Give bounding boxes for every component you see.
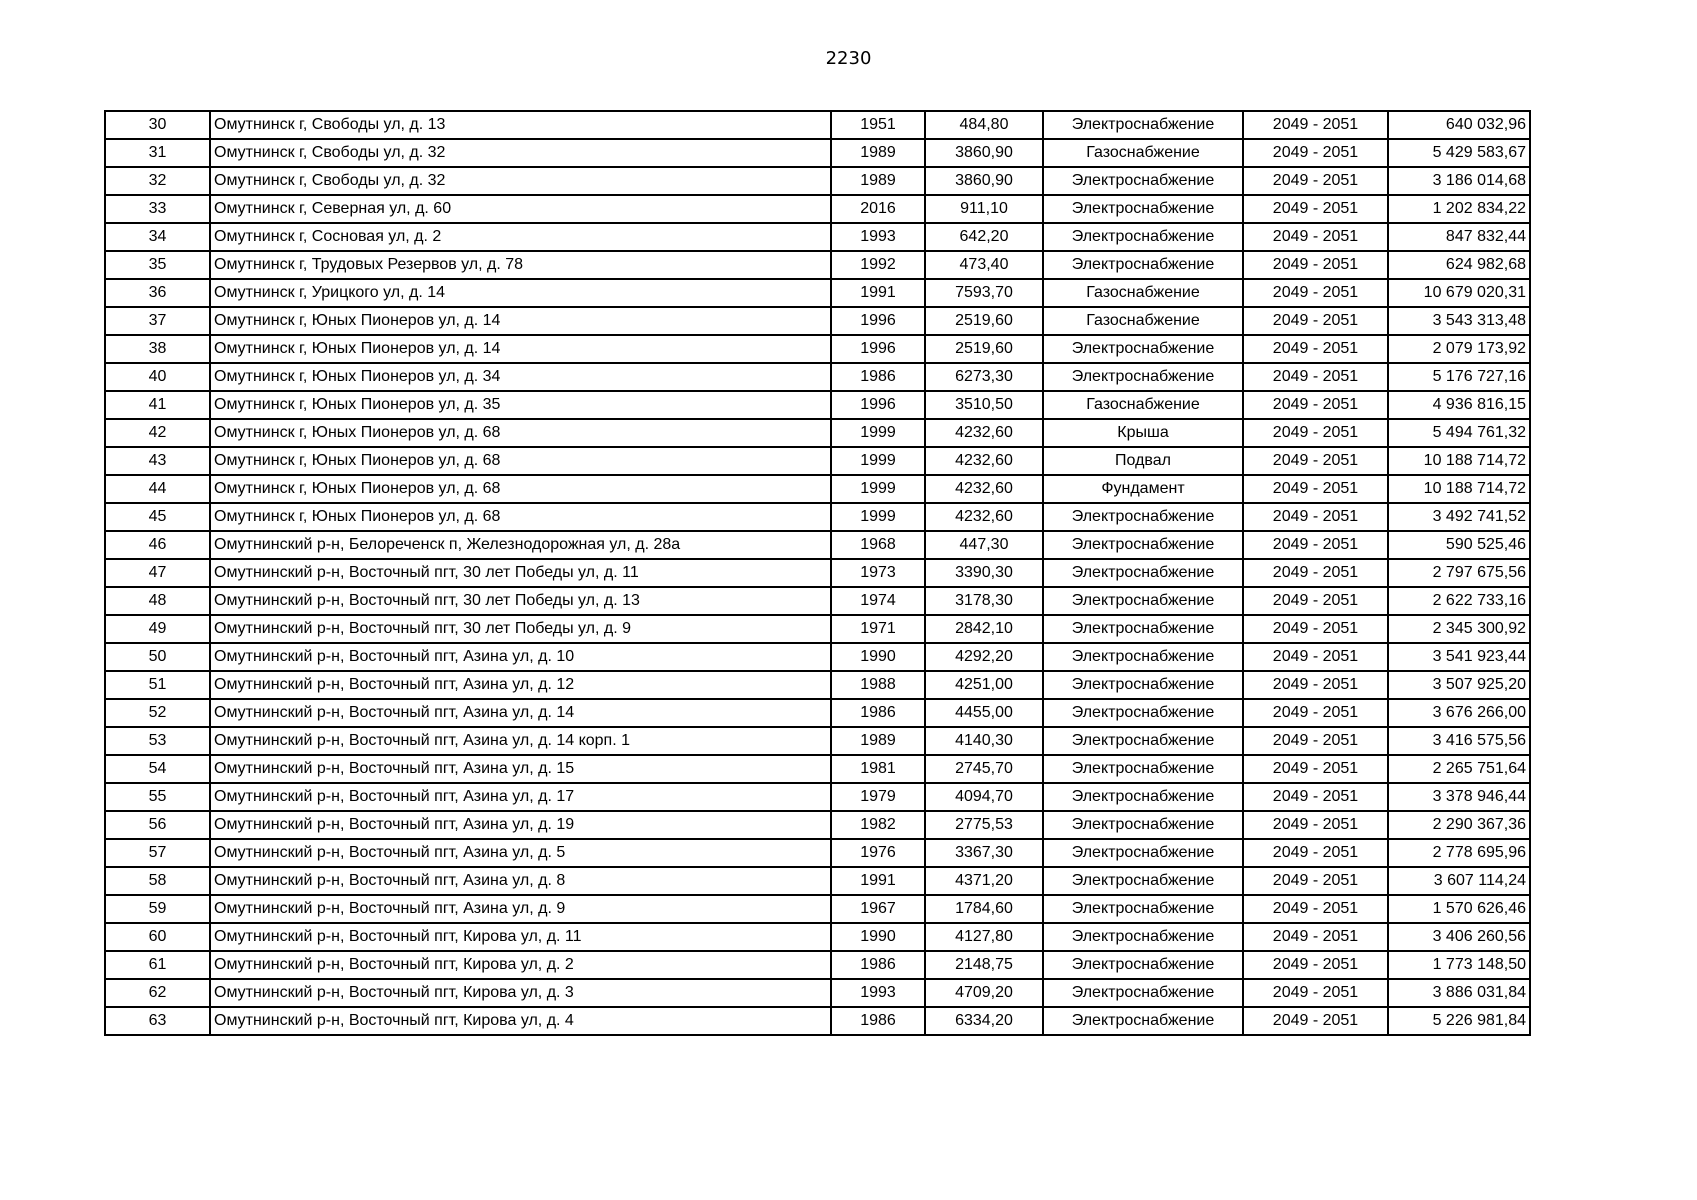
work-type-cell: Электроснабжение <box>1043 335 1243 363</box>
cost-cell: 1 202 834,22 <box>1388 195 1530 223</box>
cost-cell: 5 226 981,84 <box>1388 1007 1530 1035</box>
table-row <box>105 811 1530 839</box>
area-cell: 4251,00 <box>925 671 1043 699</box>
area-cell: 4292,20 <box>925 643 1043 671</box>
work-type-cell: Крыша <box>1043 419 1243 447</box>
table-row <box>105 167 1530 195</box>
cost-cell: 2 265 751,64 <box>1388 755 1530 783</box>
work-type-cell: Электроснабжение <box>1043 755 1243 783</box>
area-cell: 2745,70 <box>925 755 1043 783</box>
year-built-cell: 1974 <box>831 587 925 615</box>
period-cell: 2049 - 2051 <box>1243 727 1388 755</box>
address-cell: Омутнинск г, Свободы ул, д. 13 <box>210 111 831 139</box>
cost-cell: 3 406 260,56 <box>1388 923 1530 951</box>
work-type-cell: Газоснабжение <box>1043 391 1243 419</box>
cost-cell: 2 778 695,96 <box>1388 839 1530 867</box>
address-cell: Омутнинский р-н, Восточный пгт, Азина ул, д. 10 <box>210 643 831 671</box>
year-built-cell: 1986 <box>831 699 925 727</box>
year-built-cell: 1993 <box>831 223 925 251</box>
area-cell: 3390,30 <box>925 559 1043 587</box>
work-type-cell: Электроснабжение <box>1043 783 1243 811</box>
area-cell: 1784,60 <box>925 895 1043 923</box>
period-cell: 2049 - 2051 <box>1243 671 1388 699</box>
area-cell: 4127,80 <box>925 923 1043 951</box>
table-row <box>105 951 1530 979</box>
row-number-cell: 35 <box>105 251 210 279</box>
address-cell: Омутнинск г, Юных Пионеров ул, д. 68 <box>210 503 831 531</box>
year-built-cell: 1990 <box>831 643 925 671</box>
period-cell: 2049 - 2051 <box>1243 475 1388 503</box>
address-cell: Омутнинский р-н, Восточный пгт, Азина ул, д. 8 <box>210 867 831 895</box>
year-built-cell: 2016 <box>831 195 925 223</box>
cost-cell: 3 378 946,44 <box>1388 783 1530 811</box>
table-row <box>105 391 1530 419</box>
row-number-cell: 63 <box>105 1007 210 1035</box>
row-number-cell: 31 <box>105 139 210 167</box>
address-cell: Омутнинский р-н, Восточный пгт, Кирова ул, д. 4 <box>210 1007 831 1035</box>
year-built-cell: 1996 <box>831 307 925 335</box>
address-cell: Омутнинск г, Северная ул, д. 60 <box>210 195 831 223</box>
area-cell: 3367,30 <box>925 839 1043 867</box>
period-cell: 2049 - 2051 <box>1243 1007 1388 1035</box>
year-built-cell: 1951 <box>831 111 925 139</box>
row-number-cell: 32 <box>105 167 210 195</box>
area-cell: 4455,00 <box>925 699 1043 727</box>
row-number-cell: 36 <box>105 279 210 307</box>
address-cell: Омутнинск г, Юных Пионеров ул, д. 14 <box>210 335 831 363</box>
table-row <box>105 475 1530 503</box>
table-row <box>105 279 1530 307</box>
period-cell: 2049 - 2051 <box>1243 223 1388 251</box>
table-row <box>105 335 1530 363</box>
cost-cell: 3 186 014,68 <box>1388 167 1530 195</box>
area-cell: 642,20 <box>925 223 1043 251</box>
year-built-cell: 1973 <box>831 559 925 587</box>
work-type-cell: Электроснабжение <box>1043 727 1243 755</box>
address-cell: Омутнинский р-н, Восточный пгт, Кирова ул, д. 3 <box>210 979 831 1007</box>
address-cell: Омутнинск г, Свободы ул, д. 32 <box>210 139 831 167</box>
cost-cell: 4 936 816,15 <box>1388 391 1530 419</box>
period-cell: 2049 - 2051 <box>1243 867 1388 895</box>
cost-cell: 2 079 173,92 <box>1388 335 1530 363</box>
year-built-cell: 1999 <box>831 503 925 531</box>
address-cell: Омутнинск г, Юных Пионеров ул, д. 14 <box>210 307 831 335</box>
year-built-cell: 1996 <box>831 335 925 363</box>
table-row <box>105 755 1530 783</box>
row-number-cell: 43 <box>105 447 210 475</box>
period-cell: 2049 - 2051 <box>1243 615 1388 643</box>
table-row <box>105 531 1530 559</box>
year-built-cell: 1991 <box>831 867 925 895</box>
address-cell: Омутнинск г, Юных Пионеров ул, д. 68 <box>210 419 831 447</box>
year-built-cell: 1993 <box>831 979 925 1007</box>
row-number-cell: 49 <box>105 615 210 643</box>
work-type-cell: Электроснабжение <box>1043 531 1243 559</box>
address-cell: Омутнинск г, Юных Пионеров ул, д. 68 <box>210 475 831 503</box>
year-built-cell: 1989 <box>831 167 925 195</box>
table-row <box>105 447 1530 475</box>
cost-cell: 3 416 575,56 <box>1388 727 1530 755</box>
work-type-cell: Подвал <box>1043 447 1243 475</box>
table-body <box>105 111 1530 1035</box>
cost-cell: 10 679 020,31 <box>1388 279 1530 307</box>
period-cell: 2049 - 2051 <box>1243 643 1388 671</box>
address-cell: Омутнинский р-н, Восточный пгт, Азина ул, д. 14 <box>210 699 831 727</box>
row-number-cell: 57 <box>105 839 210 867</box>
address-cell: Омутнинск г, Юных Пионеров ул, д. 34 <box>210 363 831 391</box>
area-cell: 2775,53 <box>925 811 1043 839</box>
address-cell: Омутнинский р-н, Восточный пгт, 30 лет Победы ул, д. 13 <box>210 587 831 615</box>
period-cell: 2049 - 2051 <box>1243 363 1388 391</box>
cost-cell: 624 982,68 <box>1388 251 1530 279</box>
work-type-cell: Электроснабжение <box>1043 363 1243 391</box>
period-cell: 2049 - 2051 <box>1243 167 1388 195</box>
work-type-cell: Электроснабжение <box>1043 167 1243 195</box>
table-row <box>105 783 1530 811</box>
cost-cell: 590 525,46 <box>1388 531 1530 559</box>
work-type-cell: Электроснабжение <box>1043 1007 1243 1035</box>
row-number-cell: 44 <box>105 475 210 503</box>
work-type-cell: Электроснабжение <box>1043 895 1243 923</box>
address-cell: Омутнинский р-н, Восточный пгт, Кирова ул, д. 11 <box>210 923 831 951</box>
address-cell: Омутнинский р-н, Восточный пгт, Азина ул, д. 12 <box>210 671 831 699</box>
period-cell: 2049 - 2051 <box>1243 419 1388 447</box>
area-cell: 447,30 <box>925 531 1043 559</box>
work-type-cell: Электроснабжение <box>1043 979 1243 1007</box>
table-row <box>105 195 1530 223</box>
row-number-cell: 46 <box>105 531 210 559</box>
cost-cell: 3 543 313,48 <box>1388 307 1530 335</box>
area-cell: 4371,20 <box>925 867 1043 895</box>
cost-cell: 3 507 925,20 <box>1388 671 1530 699</box>
area-cell: 484,80 <box>925 111 1043 139</box>
row-number-cell: 33 <box>105 195 210 223</box>
cost-cell: 2 622 733,16 <box>1388 587 1530 615</box>
year-built-cell: 1991 <box>831 279 925 307</box>
year-built-cell: 1999 <box>831 475 925 503</box>
area-cell: 3178,30 <box>925 587 1043 615</box>
table-row <box>105 643 1530 671</box>
cost-cell: 3 492 741,52 <box>1388 503 1530 531</box>
area-cell: 2842,10 <box>925 615 1043 643</box>
area-cell: 2519,60 <box>925 335 1043 363</box>
address-cell: Омутнинск г, Трудовых Резервов ул, д. 78 <box>210 251 831 279</box>
row-number-cell: 50 <box>105 643 210 671</box>
table-row <box>105 839 1530 867</box>
row-number-cell: 55 <box>105 783 210 811</box>
address-cell: Омутнинск г, Свободы ул, д. 32 <box>210 167 831 195</box>
work-type-cell: Электроснабжение <box>1043 195 1243 223</box>
cost-cell: 10 188 714,72 <box>1388 475 1530 503</box>
area-cell: 4232,60 <box>925 419 1043 447</box>
row-number-cell: 58 <box>105 867 210 895</box>
area-cell: 6273,30 <box>925 363 1043 391</box>
address-cell: Омутнинск г, Юных Пионеров ул, д. 35 <box>210 391 831 419</box>
period-cell: 2049 - 2051 <box>1243 111 1388 139</box>
area-cell: 4232,60 <box>925 475 1043 503</box>
work-type-cell: Электроснабжение <box>1043 503 1243 531</box>
row-number-cell: 52 <box>105 699 210 727</box>
row-number-cell: 62 <box>105 979 210 1007</box>
period-cell: 2049 - 2051 <box>1243 391 1388 419</box>
period-cell: 2049 - 2051 <box>1243 335 1388 363</box>
row-number-cell: 60 <box>105 923 210 951</box>
address-cell: Омутнинский р-н, Белореченск п, Железнодорожная ул, д. 28а <box>210 531 831 559</box>
area-cell: 4140,30 <box>925 727 1043 755</box>
work-type-cell: Электроснабжение <box>1043 811 1243 839</box>
period-cell: 2049 - 2051 <box>1243 839 1388 867</box>
address-cell: Омутнинский р-н, Восточный пгт, Азина ул, д. 14 корп. 1 <box>210 727 831 755</box>
work-type-cell: Газоснабжение <box>1043 279 1243 307</box>
row-number-cell: 41 <box>105 391 210 419</box>
area-cell: 3860,90 <box>925 167 1043 195</box>
year-built-cell: 1988 <box>831 671 925 699</box>
cost-cell: 3 676 266,00 <box>1388 699 1530 727</box>
period-cell: 2049 - 2051 <box>1243 811 1388 839</box>
work-type-cell: Электроснабжение <box>1043 643 1243 671</box>
area-cell: 4232,60 <box>925 447 1043 475</box>
table-row <box>105 615 1530 643</box>
period-cell: 2049 - 2051 <box>1243 979 1388 1007</box>
period-cell: 2049 - 2051 <box>1243 195 1388 223</box>
row-number-cell: 30 <box>105 111 210 139</box>
row-number-cell: 42 <box>105 419 210 447</box>
cost-cell: 1 773 148,50 <box>1388 951 1530 979</box>
row-number-cell: 59 <box>105 895 210 923</box>
table-row <box>105 727 1530 755</box>
period-cell: 2049 - 2051 <box>1243 895 1388 923</box>
work-type-cell: Фундамент <box>1043 475 1243 503</box>
area-cell: 4709,20 <box>925 979 1043 1007</box>
row-number-cell: 48 <box>105 587 210 615</box>
area-cell: 3510,50 <box>925 391 1043 419</box>
cost-cell: 5 176 727,16 <box>1388 363 1530 391</box>
address-cell: Омутнинский р-н, Восточный пгт, Азина ул, д. 5 <box>210 839 831 867</box>
year-built-cell: 1967 <box>831 895 925 923</box>
work-type-cell: Электроснабжение <box>1043 699 1243 727</box>
work-type-cell: Электроснабжение <box>1043 587 1243 615</box>
year-built-cell: 1986 <box>831 951 925 979</box>
period-cell: 2049 - 2051 <box>1243 587 1388 615</box>
year-built-cell: 1979 <box>831 783 925 811</box>
period-cell: 2049 - 2051 <box>1243 951 1388 979</box>
work-type-cell: Электроснабжение <box>1043 223 1243 251</box>
work-type-cell: Газоснабжение <box>1043 307 1243 335</box>
cost-cell: 5 429 583,67 <box>1388 139 1530 167</box>
year-built-cell: 1982 <box>831 811 925 839</box>
period-cell: 2049 - 2051 <box>1243 251 1388 279</box>
year-built-cell: 1971 <box>831 615 925 643</box>
table-row <box>105 671 1530 699</box>
year-built-cell: 1986 <box>831 363 925 391</box>
period-cell: 2049 - 2051 <box>1243 447 1388 475</box>
area-cell: 7593,70 <box>925 279 1043 307</box>
period-cell: 2049 - 2051 <box>1243 531 1388 559</box>
period-cell: 2049 - 2051 <box>1243 699 1388 727</box>
table-row <box>105 867 1530 895</box>
cost-cell: 2 797 675,56 <box>1388 559 1530 587</box>
table-row <box>105 139 1530 167</box>
period-cell: 2049 - 2051 <box>1243 783 1388 811</box>
area-cell: 4094,70 <box>925 783 1043 811</box>
cost-cell: 10 188 714,72 <box>1388 447 1530 475</box>
address-cell: Омутнинский р-н, Восточный пгт, 30 лет Победы ул, д. 9 <box>210 615 831 643</box>
area-cell: 473,40 <box>925 251 1043 279</box>
row-number-cell: 34 <box>105 223 210 251</box>
address-cell: Омутнинский р-н, Восточный пгт, Азина ул, д. 17 <box>210 783 831 811</box>
table-row <box>105 895 1530 923</box>
period-cell: 2049 - 2051 <box>1243 279 1388 307</box>
table-row <box>105 251 1530 279</box>
year-built-cell: 1999 <box>831 447 925 475</box>
repair-schedule-table <box>104 110 1531 1036</box>
row-number-cell: 38 <box>105 335 210 363</box>
cost-cell: 847 832,44 <box>1388 223 1530 251</box>
table-row <box>105 363 1530 391</box>
work-type-cell: Электроснабжение <box>1043 951 1243 979</box>
page-number: 2230 <box>825 48 872 69</box>
address-cell: Омутнинск г, Урицкого ул, д. 14 <box>210 279 831 307</box>
cost-cell: 5 494 761,32 <box>1388 419 1530 447</box>
work-type-cell: Электроснабжение <box>1043 111 1243 139</box>
address-cell: Омутнинск г, Юных Пионеров ул, д. 68 <box>210 447 831 475</box>
table-row <box>105 419 1530 447</box>
table-row <box>105 559 1530 587</box>
row-number-cell: 56 <box>105 811 210 839</box>
year-built-cell: 1990 <box>831 923 925 951</box>
address-cell: Омутнинск г, Сосновая ул, д. 2 <box>210 223 831 251</box>
address-cell: Омутнинский р-н, Восточный пгт, Азина ул, д. 9 <box>210 895 831 923</box>
table-row <box>105 307 1530 335</box>
row-number-cell: 47 <box>105 559 210 587</box>
period-cell: 2049 - 2051 <box>1243 503 1388 531</box>
period-cell: 2049 - 2051 <box>1243 307 1388 335</box>
year-built-cell: 1968 <box>831 531 925 559</box>
area-cell: 2519,60 <box>925 307 1043 335</box>
area-cell: 3860,90 <box>925 139 1043 167</box>
period-cell: 2049 - 2051 <box>1243 139 1388 167</box>
year-built-cell: 1989 <box>831 727 925 755</box>
table-row <box>105 223 1530 251</box>
period-cell: 2049 - 2051 <box>1243 755 1388 783</box>
cost-cell: 2 290 367,36 <box>1388 811 1530 839</box>
area-cell: 6334,20 <box>925 1007 1043 1035</box>
year-built-cell: 1992 <box>831 251 925 279</box>
work-type-cell: Электроснабжение <box>1043 251 1243 279</box>
work-type-cell: Электроснабжение <box>1043 559 1243 587</box>
cost-cell: 640 032,96 <box>1388 111 1530 139</box>
year-built-cell: 1999 <box>831 419 925 447</box>
address-cell: Омутнинский р-н, Восточный пгт, 30 лет Победы ул, д. 11 <box>210 559 831 587</box>
row-number-cell: 54 <box>105 755 210 783</box>
address-cell: Омутнинский р-н, Восточный пгт, Кирова ул, д. 2 <box>210 951 831 979</box>
cost-cell: 3 607 114,24 <box>1388 867 1530 895</box>
address-cell: Омутнинский р-н, Восточный пгт, Азина ул, д. 15 <box>210 755 831 783</box>
work-type-cell: Электроснабжение <box>1043 615 1243 643</box>
period-cell: 2049 - 2051 <box>1243 923 1388 951</box>
table-row <box>105 979 1530 1007</box>
row-number-cell: 37 <box>105 307 210 335</box>
table-row <box>105 587 1530 615</box>
cost-cell: 2 345 300,92 <box>1388 615 1530 643</box>
work-type-cell: Электроснабжение <box>1043 671 1243 699</box>
cost-cell: 1 570 626,46 <box>1388 895 1530 923</box>
area-cell: 911,10 <box>925 195 1043 223</box>
address-cell: Омутнинский р-н, Восточный пгт, Азина ул, д. 19 <box>210 811 831 839</box>
cost-cell: 3 886 031,84 <box>1388 979 1530 1007</box>
table-row <box>105 699 1530 727</box>
year-built-cell: 1976 <box>831 839 925 867</box>
row-number-cell: 61 <box>105 951 210 979</box>
row-number-cell: 45 <box>105 503 210 531</box>
year-built-cell: 1981 <box>831 755 925 783</box>
work-type-cell: Газоснабжение <box>1043 139 1243 167</box>
work-type-cell: Электроснабжение <box>1043 867 1243 895</box>
row-number-cell: 53 <box>105 727 210 755</box>
work-type-cell: Электроснабжение <box>1043 839 1243 867</box>
row-number-cell: 51 <box>105 671 210 699</box>
table-row <box>105 923 1530 951</box>
year-built-cell: 1986 <box>831 1007 925 1035</box>
work-type-cell: Электроснабжение <box>1043 923 1243 951</box>
period-cell: 2049 - 2051 <box>1243 559 1388 587</box>
year-built-cell: 1989 <box>831 139 925 167</box>
area-cell: 2148,75 <box>925 951 1043 979</box>
year-built-cell: 1996 <box>831 391 925 419</box>
cost-cell: 3 541 923,44 <box>1388 643 1530 671</box>
table-row <box>105 503 1530 531</box>
table-row <box>105 111 1530 139</box>
table-row <box>105 1007 1530 1035</box>
area-cell: 4232,60 <box>925 503 1043 531</box>
row-number-cell: 40 <box>105 363 210 391</box>
